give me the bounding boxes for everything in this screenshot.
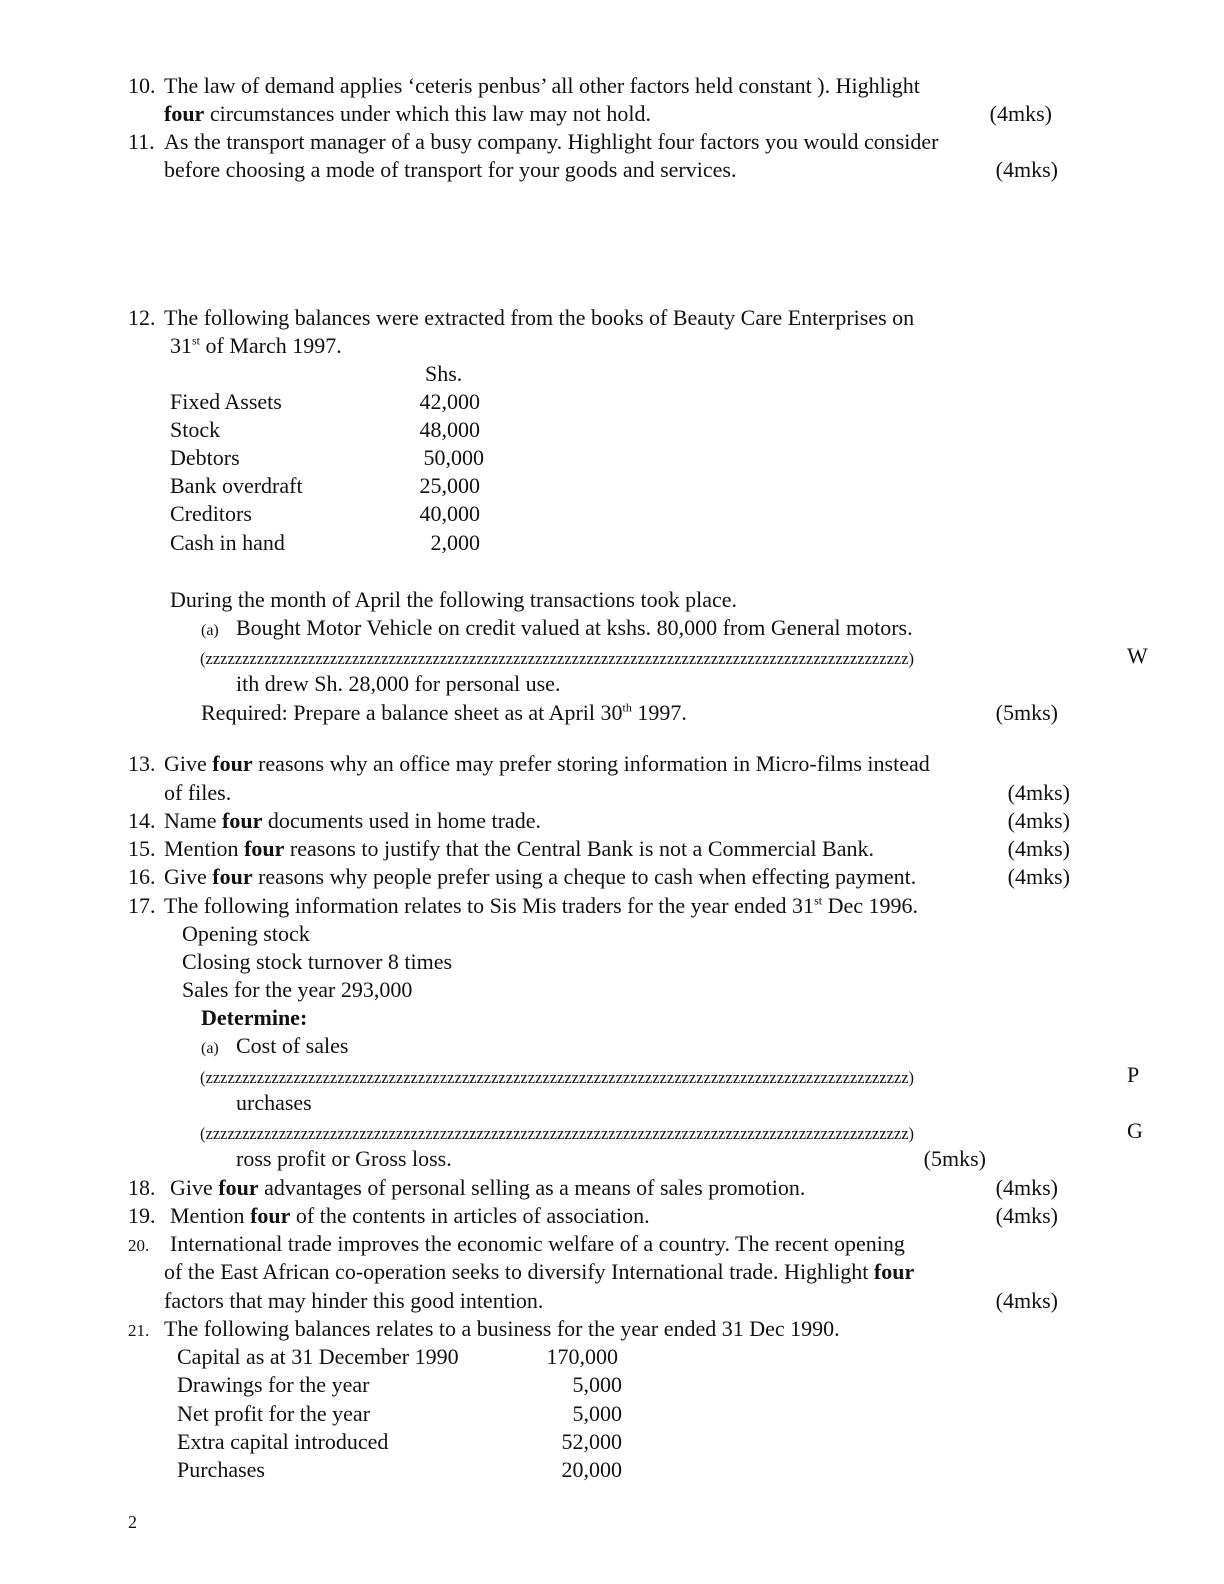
q21-balance-value: 20,000 xyxy=(561,1457,622,1482)
q13-rest: reasons why an office may prefer storing information in Micro-films instead xyxy=(252,751,930,776)
q12-balance-label: Bank overdraft xyxy=(170,473,303,498)
q19-pre: Mention xyxy=(170,1203,251,1228)
q12-balance-value: 50,000 xyxy=(423,445,484,470)
q17-z-letter-1: P xyxy=(1127,1062,1140,1087)
q16-rest: reasons why people prefer using a cheque to cash when effecting payment. xyxy=(252,864,917,889)
q11-number: 11. xyxy=(128,129,155,154)
q13-line-2: of files. xyxy=(164,780,232,805)
q15-marks: (4mks) xyxy=(1007,836,1070,861)
q16-pre: Give xyxy=(164,864,213,889)
q12-date-rest: of March 1997. xyxy=(200,333,342,358)
q17-number: 17. xyxy=(128,893,156,918)
q20-line-2 xyxy=(164,1258,914,1286)
q14-marks: (4mks) xyxy=(1007,808,1070,833)
q20-line-1: International trade improves the economic welfare of a country. The recent opening xyxy=(170,1231,905,1256)
q12-required-year: 1997. xyxy=(631,700,687,725)
q17-post: Dec 1996. xyxy=(822,893,918,918)
q13-number: 13. xyxy=(128,751,156,776)
q13-line-1 xyxy=(164,750,930,778)
q16-bold-four: four xyxy=(212,864,253,889)
q20-line-2-text: of the East African co-operation seeks to diversify International trade. Highlight xyxy=(164,1259,874,1284)
q17-z-line-2: (zzzzzzzzzzzzzzzzzzzzzzzzzzzzzzzzzzzzzzzzzzzzzzzzzzzzzzzzzzzzzzzzzzzzzzzzzzzzzzzzzzzzzzzzzzzzzzzz) xyxy=(200,1124,915,1143)
q17-line-1 xyxy=(164,892,918,920)
q16-number: 16. xyxy=(128,864,156,889)
q12-a-text: Bought Motor Vehicle on credit valued at kshs. 80,000 from General motors. xyxy=(236,615,913,640)
q12-a-label: (a) xyxy=(201,622,219,639)
q19-bold-four: four xyxy=(250,1203,291,1228)
q17-info-item: Sales for the year 293,000 xyxy=(182,977,413,1002)
q16-marks: (4mks) xyxy=(1007,864,1070,889)
q21-balance-value: 52,000 xyxy=(561,1429,622,1454)
q10-marks: (4mks) xyxy=(989,101,1052,126)
q12-balance-value: 48,000 xyxy=(419,417,480,442)
q12-balance-value: 40,000 xyxy=(419,501,480,526)
q21-balance-value: 170,000 xyxy=(546,1344,618,1369)
q21-balance-label: Purchases xyxy=(177,1457,265,1482)
q17-b-text: urchases xyxy=(236,1090,312,1115)
q18-rest: advantages of personal selling as a means of sales promotion. xyxy=(258,1175,806,1200)
q12-date-suffix: st xyxy=(192,333,201,348)
q15-pre: Mention xyxy=(164,836,245,861)
q14-pre: Name xyxy=(164,808,223,833)
q12-required-suffix: th xyxy=(622,700,632,715)
q10-bold-four: four xyxy=(164,101,205,126)
q17-info-item: Closing stock turnover 8 times xyxy=(182,949,453,974)
q13-marks: (4mks) xyxy=(1007,780,1070,805)
q21-balance-value: 5,000 xyxy=(572,1372,622,1397)
q20-line-3: factors that may hinder this good intention. xyxy=(164,1288,544,1313)
q12-balance-label: Cash in hand xyxy=(170,530,285,555)
q10-number: 10. xyxy=(128,73,156,98)
page-number: 2 xyxy=(128,1512,137,1532)
q12-number: 12. xyxy=(128,305,156,330)
q13-pre: Give xyxy=(164,751,213,776)
q12-required-text: Required: Prepare a balance sheet as at April 30 xyxy=(201,700,623,725)
q18-bold-four: four xyxy=(218,1175,259,1200)
q12-balance-label: Stock xyxy=(170,417,221,442)
q11-line-2: before choosing a mode of transport for your goods and services. xyxy=(164,157,737,182)
q17-date-suffix: st xyxy=(814,893,823,908)
q12-balance-label: Fixed Assets xyxy=(170,389,282,414)
q12-z-line: (zzzzzzzzzzzzzzzzzzzzzzzzzzzzzzzzzzzzzzzzzzzzzzzzzzzzzzzzzzzzzzzzzzzzzzzzzzzzzzzzzzzzzzzzzzzzzzzz) xyxy=(200,649,915,668)
q17-marks: (5mks) xyxy=(923,1146,986,1171)
q21-number: 21. xyxy=(128,1321,150,1340)
q19-number: 19. xyxy=(128,1203,156,1228)
q21-balance-value: 5,000 xyxy=(572,1401,622,1426)
q17-c-text: ross profit or Gross loss. xyxy=(236,1146,452,1171)
q15-bold-four: four xyxy=(244,836,285,861)
q10-line-1: The law of demand applies ‘ceteris penbus’ all other factors held constant ). Highlight xyxy=(164,73,920,98)
q11-line-1: As the transport manager of a busy company. Highlight four factors you would consider xyxy=(164,129,939,154)
q12-currency-header: Shs. xyxy=(425,361,463,386)
q20-number: 20. xyxy=(128,1236,150,1255)
q17-z-line-1: (zzzzzzzzzzzzzzzzzzzzzzzzzzzzzzzzzzzzzzzzzzzzzzzzzzzzzzzzzzzzzzzzzzzzzzzzzzzzzzzzzzzzzzzzzzzzzzzz) xyxy=(200,1068,915,1087)
q12-line-1: The following balances were extracted from the books of Beauty Care Enterprises on xyxy=(164,305,915,330)
q20-bold-four: four xyxy=(873,1259,915,1284)
q21-line-1: The following balances relates to a business for the year ended 31 Dec 1990. xyxy=(164,1316,840,1341)
q12-balance-value: 2,000 xyxy=(430,530,480,555)
q18-number: 18. xyxy=(128,1175,156,1200)
q12-b-text: ith drew Sh. 28,000 for personal use. xyxy=(236,671,561,696)
q14-rest: documents used in home trade. xyxy=(262,808,541,833)
q15-number: 15. xyxy=(128,836,156,861)
q12-z-letter: W xyxy=(1127,643,1148,668)
q17-pre: The following information relates to Sis Mis traders for the year ended 31 xyxy=(164,893,815,918)
q17-info-item: Opening stock xyxy=(182,921,310,946)
q19-rest: of the contents in articles of association. xyxy=(290,1203,650,1228)
q12-balance-label: Debtors xyxy=(170,445,240,470)
q10-line-2-text: circumstances under which this law may not hold. xyxy=(204,101,651,126)
q12-date-day: 31 xyxy=(170,333,192,358)
q17-a-text: Cost of sales xyxy=(236,1033,349,1058)
q21-balance-label: Drawings for the year xyxy=(177,1372,370,1397)
q12-during-text: During the month of April the following transactions took place. xyxy=(170,587,738,612)
q20-marks: (4mks) xyxy=(995,1288,1058,1313)
q12-balance-value: 42,000 xyxy=(419,389,480,414)
q21-balance-label: Extra capital introduced xyxy=(177,1429,389,1454)
q12-marks: (5mks) xyxy=(995,700,1058,725)
q12-balance-label: Creditors xyxy=(170,501,252,526)
q11-marks: (4mks) xyxy=(995,157,1058,182)
q17-determine: Determine: xyxy=(201,1005,308,1030)
q17-a-label: (a) xyxy=(201,1040,219,1057)
q13-bold-four: four xyxy=(212,751,253,776)
q14-number: 14. xyxy=(128,808,156,833)
q21-balance-label: Capital as at 31 December 1990 xyxy=(177,1344,459,1369)
q12-balance-value: 25,000 xyxy=(419,473,480,498)
q18-marks: (4mks) xyxy=(995,1175,1058,1200)
q21-balance-label: Net profit for the year xyxy=(177,1401,371,1426)
q15-rest: reasons to justify that the Central Bank is not a Commercial Bank. xyxy=(284,836,874,861)
q14-bold-four: four xyxy=(222,808,263,833)
q19-marks: (4mks) xyxy=(995,1203,1058,1228)
q17-z-letter-2: G xyxy=(1127,1118,1143,1143)
q18-pre: Give xyxy=(170,1175,219,1200)
q12-line-2 xyxy=(170,332,342,360)
